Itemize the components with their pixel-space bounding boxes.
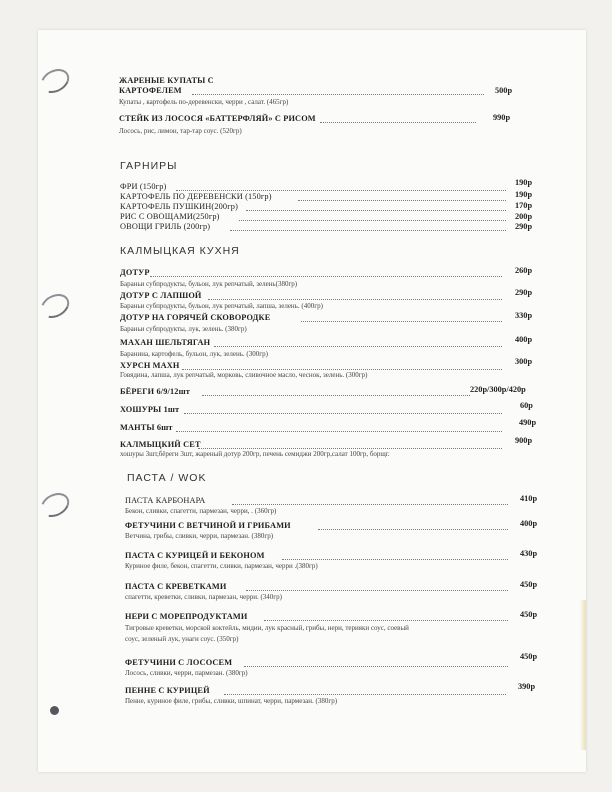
page-edge (580, 600, 586, 750)
item-name: НЕРИ С МОРЕПРОДУКТАМИ (125, 612, 248, 621)
item-description: Бараньи субпродукты, бульон, лук репчатый, зелень(380гр) (120, 280, 298, 288)
leader-dots (301, 321, 502, 322)
item-name: ДОТУР (120, 268, 150, 277)
section-title-kalmyk: КАЛМЫЦКАЯ КУХНЯ (120, 245, 240, 257)
item-price: 190р (515, 190, 533, 199)
item-description: Куриное филе, бекон, спагетти, сливки, пармезан, черри .(380гр) (125, 562, 318, 570)
item-price: 260р (515, 266, 533, 275)
item-price: 200р (515, 212, 533, 221)
item-price: 330р (515, 311, 533, 320)
item-price: 290р (515, 222, 533, 231)
leader-dots (230, 230, 506, 231)
leader-dots (184, 413, 502, 414)
item-name: ПАСТА С КУРИЦЕЙ И БЕКОНОМ (125, 551, 265, 560)
item-price: 290р (515, 288, 533, 297)
item-description: спагетти, креветки, сливки, пармезан, черри. (340гр) (125, 593, 282, 601)
item-price: 450р (520, 610, 538, 619)
item-description-cont: соус, зеленый лук, унаги соус. (350гр) (125, 635, 239, 643)
leader-dots (282, 559, 508, 560)
item-price: 430р (520, 549, 538, 558)
leader-dots (246, 590, 508, 591)
item-name: КАРТОФЕЛЬ ПО ДЕРЕВЕНСКИ (150гр) (120, 192, 272, 201)
item-price: 190р (515, 178, 533, 187)
leader-dots (246, 210, 506, 211)
item-price: 410р (520, 494, 538, 503)
leader-dots (150, 276, 502, 277)
leader-dots (192, 94, 484, 95)
item-description: Бекон, сливки, спагетти, пармезан, черри, . (360гр) (125, 507, 277, 515)
item-name: КАРТОФЕЛЕМ (119, 86, 182, 95)
item-description: Пенне, куриное филе, грибы, сливки, шпинат, черри, пармезан. (380гр) (125, 697, 338, 705)
leader-dots (239, 220, 506, 221)
item-price: 900р (515, 436, 533, 445)
item-description: Ветчина, грибы, сливки, черри, пармезан. (380гр) (125, 532, 274, 540)
item-description: Тигровые креветки, морской коктейль, мидии, лук красный, грибы, нери, терияки соус, соевый (125, 624, 409, 632)
item-description: Говядина, лапша, лук репчатый, морковь, сливочное масло, чеснок, зелень. (300гр) (120, 371, 368, 379)
item-name: КАРТОФЕЛЬ ПУШКИН(200гр) (120, 202, 238, 211)
leader-dots (224, 694, 506, 695)
leader-dots (202, 395, 470, 396)
leader-dots (214, 346, 502, 347)
item-description: Лосось, рис, лимон, тар-тар соус. (520гр) (119, 127, 242, 135)
leader-dots (318, 529, 508, 530)
item-name: ФЕТУЧИНИ С ЛОСОСЕМ (125, 658, 233, 667)
item-name: ПАСТА С КРЕВЕТКАМИ (125, 582, 227, 591)
item-description: Купаты , картофель по-деревенски, черри , салат. (465гр) (119, 98, 289, 106)
item-price: 390р (518, 682, 536, 691)
item-name: ДОТУР С ЛАПШОЙ (120, 291, 202, 300)
item-description: хошуры 3шт,бёреги 3шт, жареный дотур 200гр, печень семиджи 200гр,салат 100гр, борщг. (120, 450, 390, 458)
item-name: ХУРСН МАХН (120, 361, 180, 370)
item-price: 220р/300р/420р (470, 385, 526, 394)
item-price: 60р (520, 401, 533, 410)
leader-dots (182, 369, 502, 370)
item-name: МАНТЫ 6шт (120, 423, 173, 432)
item-price: 500р (495, 86, 513, 95)
item-name: ПЕННЕ С КУРИЦЕЙ (125, 686, 210, 695)
item-name: ПАСТА КАРБОНАРА (125, 496, 206, 505)
leader-dots (264, 620, 508, 621)
item-price: 450р (520, 652, 538, 661)
leader-dots (298, 200, 506, 201)
item-name: СТЕЙК ИЗ ЛОСОСЯ «БАТТЕРФЛЯЙ» С РИСОМ (119, 114, 316, 123)
item-description: Лосось, сливки, черри, пармезан. (380гр) (125, 669, 248, 677)
leader-dots (208, 299, 502, 300)
item-name: ХОШУРЫ 1шт (120, 405, 180, 414)
item-price: 990р (493, 113, 511, 122)
punch-hole-icon (50, 706, 59, 715)
item-name: ФРИ (150гр) (120, 182, 167, 191)
item-name: КАЛМЫЦКИЙ СЕТ (120, 440, 201, 449)
leader-dots (176, 190, 506, 191)
section-title-garnish: ГАРНИРЫ (120, 160, 178, 172)
leader-dots (320, 122, 476, 123)
item-price: 490р (519, 418, 537, 427)
item-name: ФЕТУЧИНИ С ВЕТЧИНОЙ И ГРИБАМИ (125, 521, 291, 530)
item-name: РИС С ОВОЩАМИ(250гр) (120, 212, 220, 221)
item-price: 300р (515, 357, 533, 366)
item-price: 450р (520, 580, 538, 589)
item-name: БЁРЕГИ 6/9/12шт (120, 387, 190, 396)
item-name: ДОТУР НА ГОРЯЧЕЙ СКОВОРОДКЕ (120, 313, 271, 322)
item-description: Бараньи субпродукты, лук, зелень. (380гр) (120, 325, 247, 333)
item-price: 400р (520, 519, 538, 528)
item-price: 400р (515, 335, 533, 344)
item-name: МАХАН ШЕЛЬТЯГАН (120, 338, 211, 347)
item-description: Баранина, картофель, бульон, лук, зелень. (300гр) (120, 350, 268, 358)
item-name: ОВОЩИ ГРИЛЬ (200гр) (120, 222, 211, 231)
menu-page (38, 30, 586, 772)
leader-dots (176, 431, 502, 432)
leader-dots (244, 666, 508, 667)
item-name: ЖАРЕНЫЕ КУПАТЫ С (119, 76, 214, 85)
leader-dots (198, 448, 502, 449)
section-title-pasta: ПАСТА / WOK (127, 472, 207, 484)
item-price: 170р (515, 201, 533, 210)
item-description: Бараньи субпродукты, бульон, лук репчатый, лапша, зелень. (400гр) (120, 302, 323, 310)
leader-dots (232, 504, 508, 505)
